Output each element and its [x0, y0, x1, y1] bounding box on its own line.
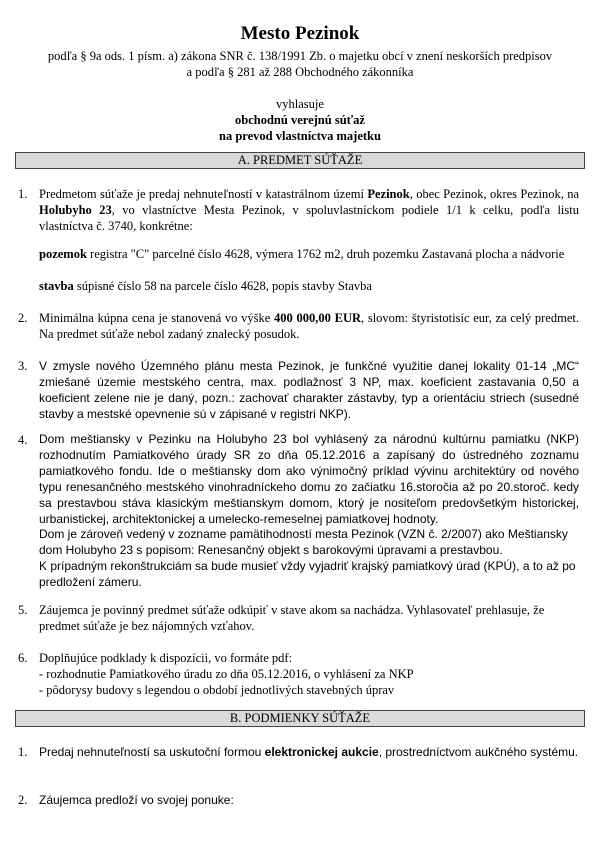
land-text: registra "C" parcelné číslo 4628, výmera 1762 m2, druh pozemku Zastavaná plocha a nádvorie — [86, 247, 565, 261]
item-number: 5. — [18, 603, 28, 617]
section-a-item-2 — [39, 310, 579, 342]
building-text: súpisné číslo 58 na parcele číslo 4628, popis stavby Stavba — [73, 279, 372, 293]
item-number: 1. — [18, 187, 28, 201]
item-4-paragraph-3: K prípadným rekonštrukciám sa bude musieť vždy vyjadriť krajský pamiatkový úrad (KPÚ), a to až po predložení zámeru. — [39, 559, 576, 590]
item-text: Predmetom súťaže je predaj nehnuteľností v katastrálnom území — [39, 187, 368, 201]
section-a-item-6 — [39, 650, 579, 698]
section-b-heading: B. PODMIENKY SÚŤAŽE — [15, 710, 585, 727]
item-number: 1. — [18, 745, 28, 759]
section-a-heading: A. PREDMET SÚŤAŽE — [15, 152, 585, 169]
item-text: , prostredníctvom aukčného systému. — [378, 745, 579, 759]
announce-text: vyhlasuje — [276, 97, 324, 111]
competition-type: obchodnú verejnú súťaž — [235, 113, 365, 127]
item-text: Minimálna kúpna cena je stanovená vo výške — [39, 311, 275, 325]
section-b-item-1 — [39, 744, 579, 760]
section-a-item-4 — [39, 432, 579, 591]
page-title: Mesto Pezinok — [240, 23, 360, 44]
section-a-item-1 — [39, 186, 579, 234]
building — [39, 278, 579, 294]
item-number: 2. — [18, 793, 28, 807]
item-number: 4. — [18, 433, 28, 447]
item-text: , vo vlastníctve Mesta Pezinok, v spoluvlastníckom podiele 1/1 k celku, podľa listu vlastníctva č. 3740, konkrétne: — [39, 203, 579, 233]
item-6-intro: Doplňujúce podklady k dispozícii, vo formáte pdf: — [39, 651, 293, 665]
item-4-paragraph-2: Dom je zároveň vedený v zozname pamätihodností mesta Pezinok (VZN č. 2/2007) ako Meštiansky dom Holubyho 23 s popisom: Renesančný objekt s barokovými úpravami a prestavbou. — [39, 527, 568, 558]
item-4-paragraph-1: Dom meštiansky v Pezinku na Holubyho 23 bol vyhlásený za národnú kultúrnu pamiatku (NKP) rozhodnutím Pamiatkového úrady SR zo dňa 05.12.2016 a zapísaný do ústredného zoznamu pamiatkového fondu. Ide o meštiansky dom ako výnimočný príklad vývinu architektúry od nového typu renesančného mestského vinohradníckeho domu zo začiatku 16.storočia až po 20.storoč. kedy sa prestavbou stáva klasickým meštianskym domom, ktorý je nositeľom predovšetkým historickej, urbanistickej, architektonickej a umelecko-remeselnej pamiatkovej hodnoty. — [39, 432, 579, 526]
item-text-bold: Pezinok — [367, 187, 410, 201]
item-number: 6. — [18, 651, 28, 665]
land-parcel — [39, 246, 571, 262]
item-text: , slovom: štyristotisíc eur, za celý predmet. Na predmet súťaže nebol zadaný znalecký posudok. — [39, 311, 579, 341]
price: 400 000,00 EUR — [274, 311, 361, 325]
section-b-item-2: Záujemca predloží vo svojej ponuke: — [39, 793, 234, 807]
item-number: 2. — [18, 311, 28, 325]
auction-type: elektronickej aukcie — [264, 745, 379, 759]
legal-basis-line-2: a podľa § 281 až 288 Obchodného zákonníka — [186, 65, 414, 79]
item-text-bold: Holubyho 23 — [39, 203, 112, 217]
land-label: pozemok — [39, 247, 87, 261]
building-label: stavba — [39, 279, 74, 293]
item-text: Predaj nehnuteľností sa uskutoční formou — [39, 745, 265, 759]
item-number: 3. — [18, 359, 28, 373]
competition-purpose: na prevod vlastníctva majetku — [219, 129, 381, 143]
item-text: , obec Pezinok, okres Pezinok, na — [409, 187, 579, 201]
section-a-item-3: V zmysle nového Územného plánu mesta Pezinok, je funkčné využitie danej lokality 01-14 „MC“ zmiešané územie mestského centra, max. podlažnosť 3 NP, max. koeficient zastavania 0,50 a koeficient zelene nie je daný, pozn.: zachovať charakter zástavby, typ a orientáciu striech (susedné stavby a mestské opevnenie sú v zápisané v registri NKP). — [39, 359, 579, 421]
item-6-bullet: - pôdorysy budovy s legendou o období jednotlivých stavebných úprav — [39, 683, 395, 697]
legal-basis-line-1: podľa § 9a ods. 1 písm. a) zákona SNR č. 138/1991 Zb. o majetku obcí v znení neskorších predpisov — [47, 49, 553, 63]
item-6-bullet: - rozhodnutie Pamiatkového úradu zo dňa 05.12.2016, o vyhlásení za NKP — [39, 667, 414, 681]
section-a-item-5: Záujemca je povinný predmet súťaže odkúpiť v stave akom sa nachádza. Vyhlasovateľ prehlasuje, že predmet súťaže je bez nájomných vzťahov. — [39, 603, 545, 633]
